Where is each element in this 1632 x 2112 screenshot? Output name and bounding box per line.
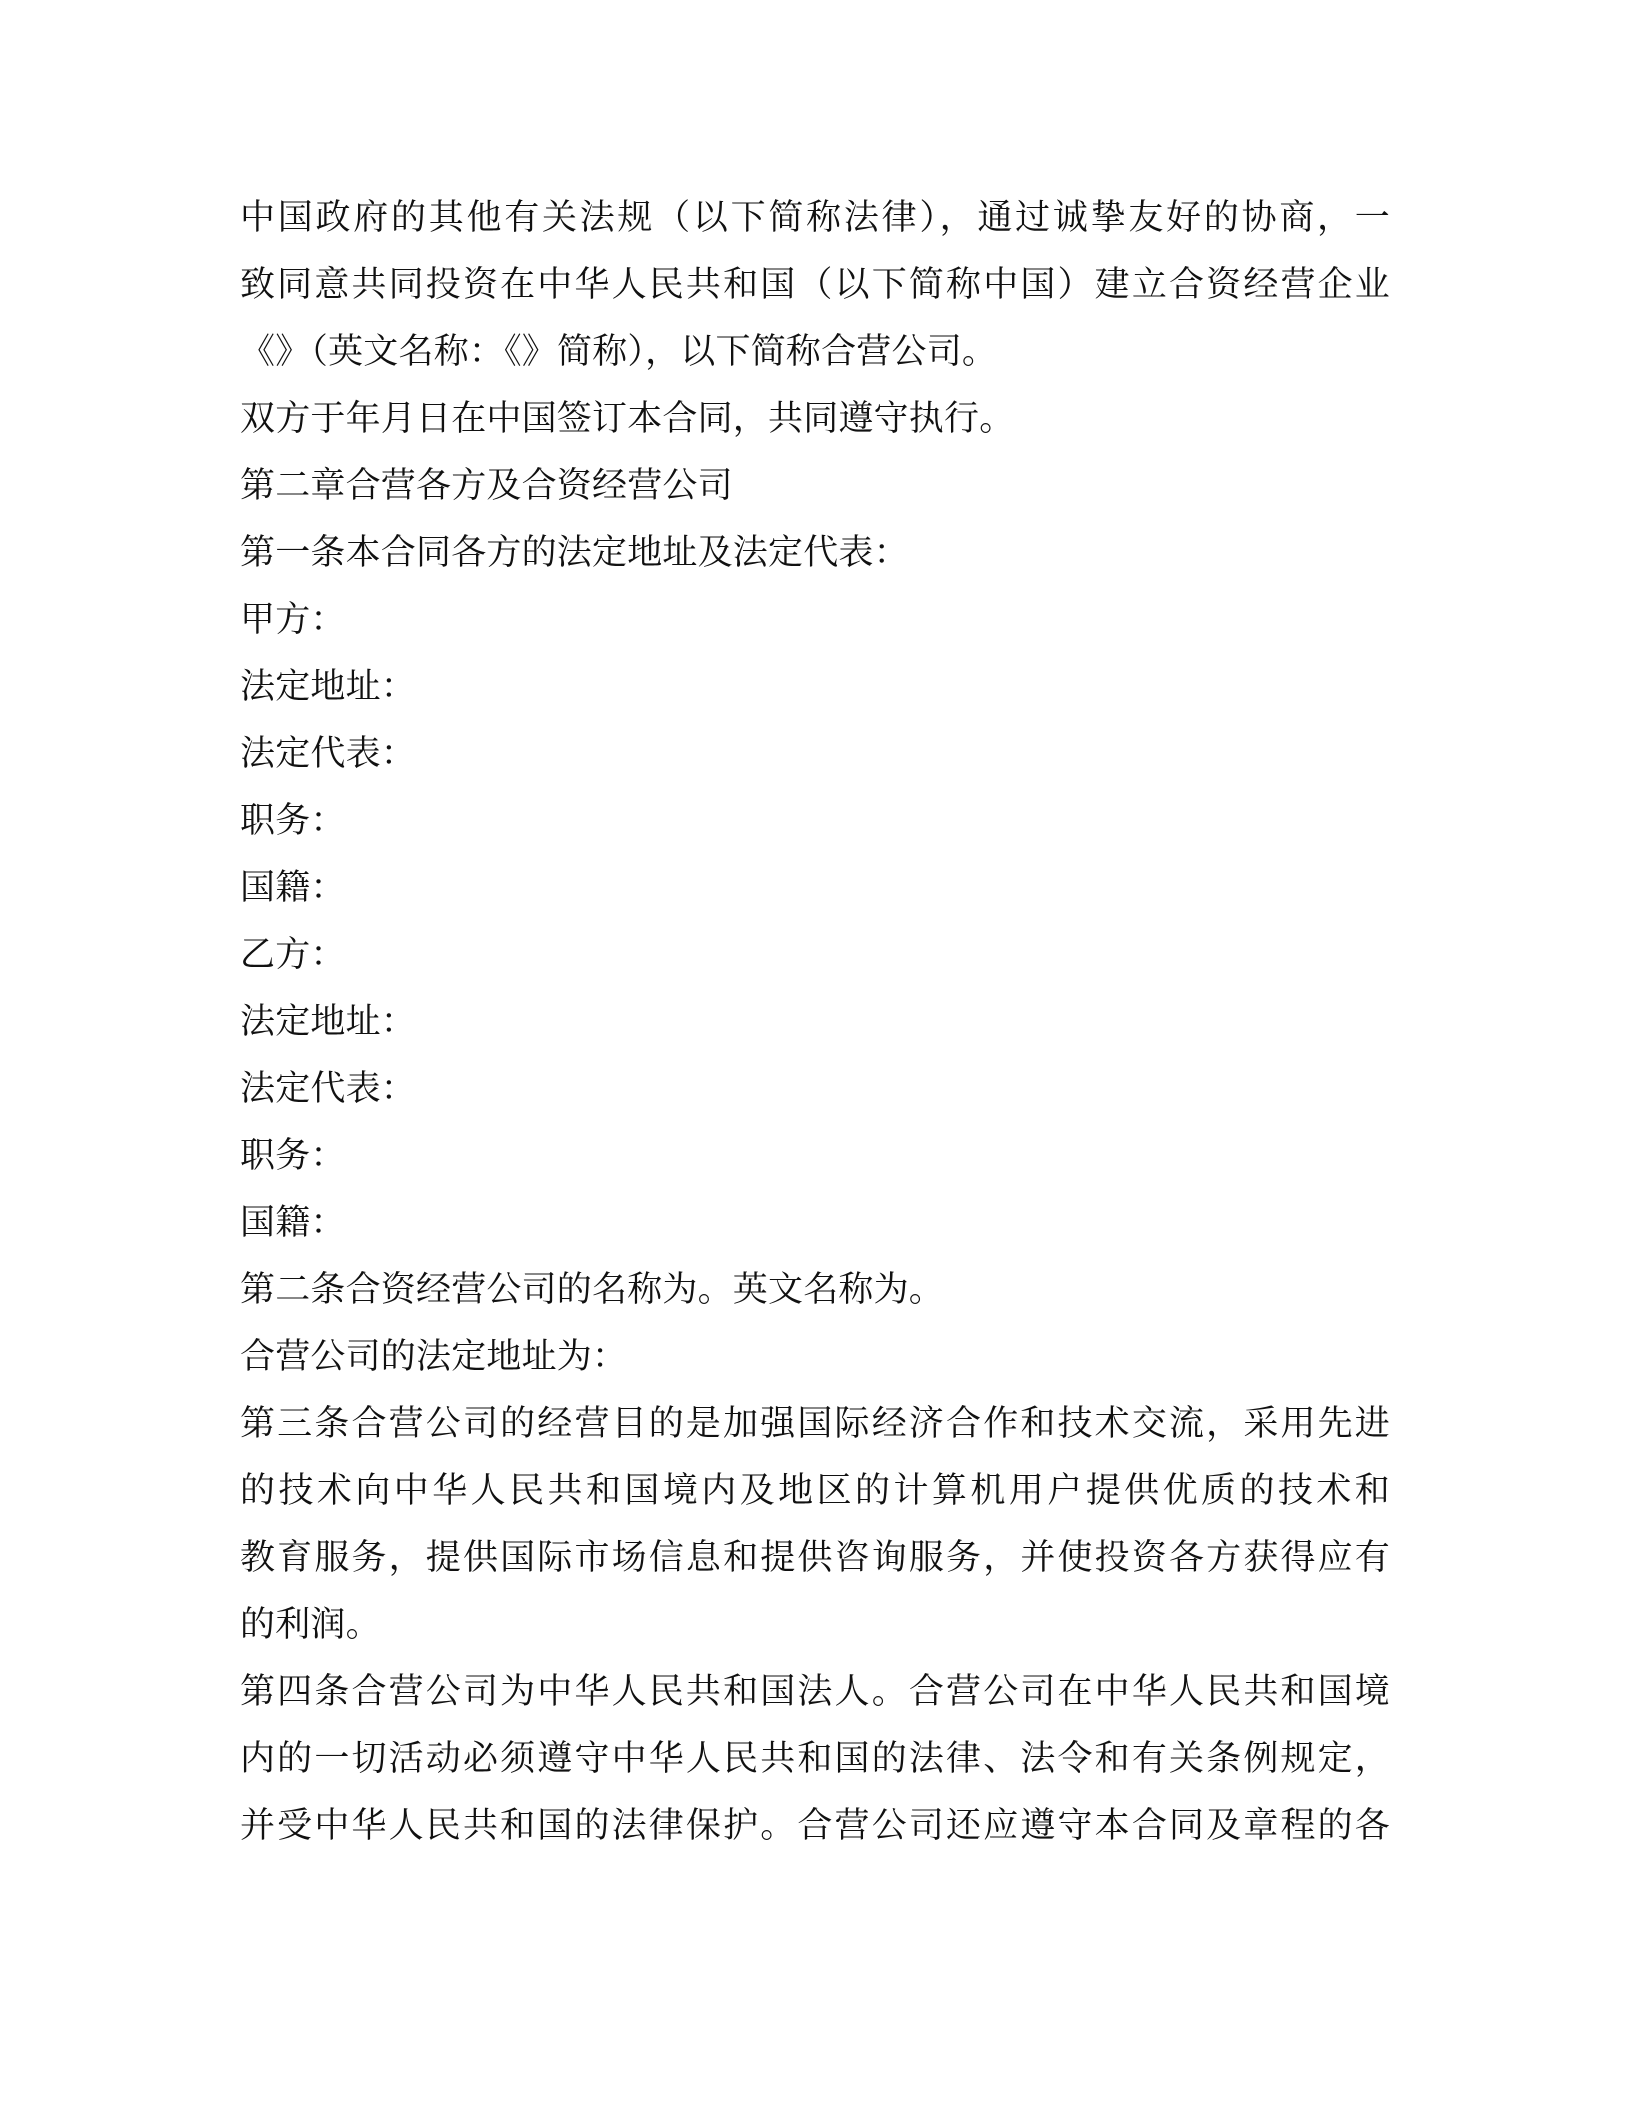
document-body — [240, 185, 1390, 1860]
party-a-label: 甲方： — [240, 600, 346, 640]
field-label: 职务： — [240, 1136, 346, 1176]
field-label: 国籍： — [240, 868, 346, 908]
field-label: 法定地址： — [240, 667, 417, 707]
chapter-heading: 第二章合营各方及合资经营公司 — [240, 466, 733, 506]
text-line: 致同意共同投资在中华人民共和国（以下简称中国）建立合资经营企业 — [240, 265, 1390, 305]
text-line: 的技术向中华人民共和国境内及地区的计算机用户提供优质的技术和 — [240, 1471, 1390, 1511]
text-line: 的利润。 — [240, 1605, 381, 1645]
text-line: 并受中华人民共和国的法律保护。合营公司还应遵守本合同及章程的各 — [240, 1806, 1390, 1846]
text-line: 双方于年月日在中国签订本合同，共同遵守执行。 — [240, 399, 1015, 439]
text-line: 教育服务，提供国际市场信息和提供咨询服务，并使投资各方获得应有 — [240, 1538, 1390, 1578]
field-label: 法定地址： — [240, 1002, 417, 1042]
text-line: 第三条合营公司的经营目的是加强国际经济合作和技术交流，采用先进 — [240, 1404, 1390, 1444]
text-line: 第二条合资经营公司的名称为。英文名称为。 — [240, 1270, 945, 1310]
text-line: 中国政府的其他有关法规（以下简称法律），通过诚挚友好的协商，一 — [240, 198, 1390, 238]
text-line: 《》（英文名称：《》简称），以下简称合营公司。 — [240, 332, 998, 372]
text-line: 合营公司的法定地址为： — [240, 1337, 628, 1377]
party-b-label: 乙方： — [240, 935, 346, 975]
field-label: 法定代表： — [240, 1069, 417, 1109]
text-line: 第四条合营公司为中华人民共和国法人。合营公司在中华人民共和国境 — [240, 1672, 1390, 1712]
text-line: 内的一切活动必须遵守中华人民共和国的法律、法令和有关条例规定， — [240, 1739, 1390, 1779]
field-label: 法定代表： — [240, 734, 417, 774]
field-label: 职务： — [240, 801, 346, 841]
field-label: 国籍： — [240, 1203, 346, 1243]
text-line: 第一条本合同各方的法定地址及法定代表： — [240, 533, 909, 573]
